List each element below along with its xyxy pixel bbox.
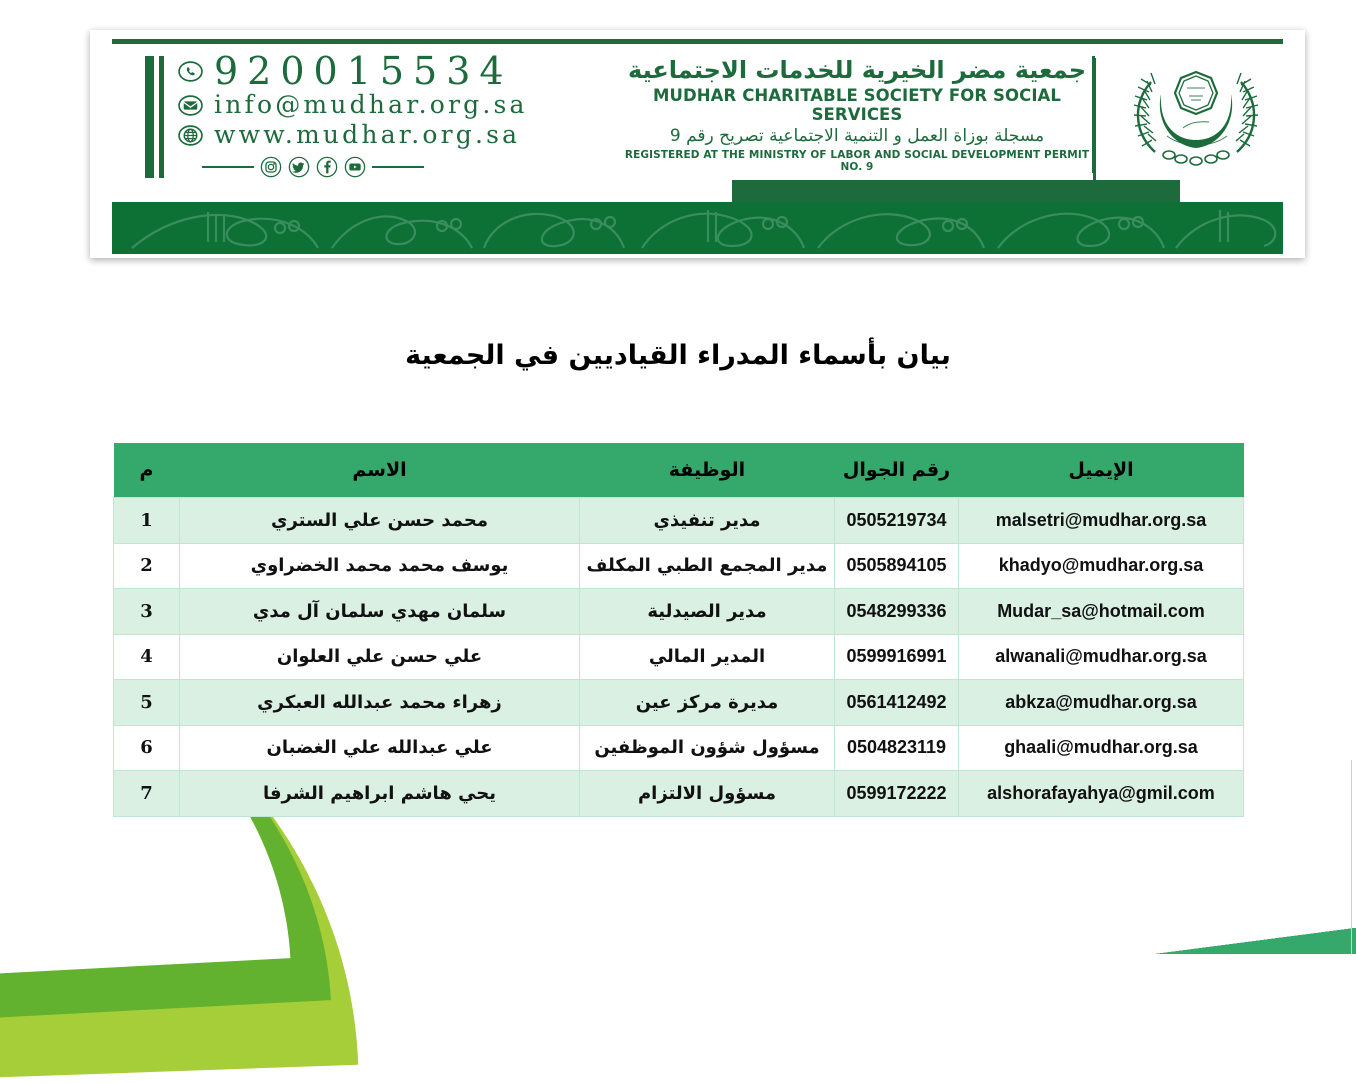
cell-email: ghaali@mudhar.org.sa	[959, 725, 1244, 771]
cell-name: محمد حسن علي الستري	[180, 498, 580, 544]
social-links-row	[202, 156, 528, 178]
cell-email: khadyo@mudhar.org.sa	[959, 543, 1244, 589]
youtube-icon[interactable]	[344, 156, 366, 178]
cell-role: مسؤول شؤون الموظفين	[580, 725, 835, 771]
calligraphy-band	[112, 202, 1283, 254]
website-address: www.mudhar.org.sa	[214, 119, 521, 149]
email-address: info@mudhar.org.sa	[214, 90, 528, 119]
column-header-role: الوظيفة	[580, 443, 835, 498]
cell-number: 4	[114, 634, 180, 680]
cell-name: علي حسن علي العلوان	[180, 634, 580, 680]
table-header-row	[114, 443, 1244, 498]
cell-role: المدير المالي	[580, 634, 835, 680]
cell-phone: 0504823119	[835, 725, 959, 771]
cell-number: 3	[114, 589, 180, 635]
cell-name: يوسف محمد محمد الخضراوي	[180, 543, 580, 589]
organization-identity	[622, 56, 1095, 173]
cell-email: Mudar_sa@hotmail.com	[959, 589, 1244, 635]
cell-role: مدير الصيدلية	[580, 589, 835, 635]
social-rule-right	[372, 166, 424, 168]
org-name-arabic: جمعية مضر الخيرية للخدمات الاجتماعية	[628, 56, 1086, 84]
cell-name: زهراء محمد عبدالله العبكري	[180, 680, 580, 726]
phone-icon	[178, 59, 203, 84]
cell-phone: 0505219734	[835, 498, 959, 544]
table-row	[114, 543, 1244, 589]
column-header-phone: رقم الجوال	[835, 443, 959, 498]
contact-block	[145, 49, 528, 178]
cell-name: يحي هاشم ابراهيم الشرفا	[180, 771, 580, 817]
cell-email: alwanali@mudhar.org.sa	[959, 634, 1244, 680]
org-name-english: MUDHAR CHARITABLE SOCIETY FOR SOCIAL SERVICES	[652, 85, 1062, 124]
envelope-icon	[178, 93, 203, 118]
registration-arabic: مسجلة بوزاة العمل و التنمية الاجتماعية تصريح رقم 9	[669, 125, 1045, 146]
table-row	[114, 771, 1244, 817]
cell-role: مسؤول الالتزام	[580, 771, 835, 817]
cell-number: 7	[114, 771, 180, 817]
table-row	[114, 725, 1244, 771]
cell-role: مدير تنفيذي	[580, 498, 835, 544]
cell-phone: 0505894105	[835, 543, 959, 589]
table-row	[114, 589, 1244, 635]
column-header-name: الاسم	[180, 443, 580, 498]
table-row	[114, 498, 1244, 544]
twitter-icon[interactable]	[288, 156, 310, 178]
letterhead-vertical-bars	[145, 56, 164, 178]
facebook-icon[interactable]	[316, 156, 338, 178]
cell-number: 6	[114, 725, 180, 771]
instagram-icon[interactable]	[260, 156, 282, 178]
phone-line	[178, 49, 528, 93]
cell-name: سلمان مهدي سلمان آل مدي	[180, 589, 580, 635]
globe-icon	[178, 123, 203, 148]
table-row	[114, 634, 1244, 680]
email-line	[178, 91, 528, 120]
right-edge-rule	[1351, 760, 1352, 954]
bottom-right-green-wedge	[1156, 928, 1356, 954]
cell-phone: 0599916991	[835, 634, 959, 680]
mudhar-society-logo	[1121, 52, 1271, 182]
cell-number: 5	[114, 680, 180, 726]
cell-phone: 0599172222	[835, 771, 959, 817]
registration-english: REGISTERED AT THE MINISTRY OF LABOR AND SOCIAL DEVELOPMENT PERMIT NO. 9	[624, 149, 1090, 174]
cell-email: alshorafayahya@gmil.com	[959, 771, 1244, 817]
vertical-bar-thin	[159, 56, 164, 178]
phone-number: 920015534	[214, 49, 513, 93]
page-title: بيان بأسماء المدراء القياديين في الجمعية	[405, 340, 951, 371]
cell-number: 2	[114, 543, 180, 589]
leadership-directory-table	[113, 443, 1243, 817]
cell-name: علي عبدالله علي الغضبان	[180, 725, 580, 771]
vertical-bar-thick	[145, 56, 154, 178]
website-line	[178, 121, 528, 150]
cell-email: abkza@mudhar.org.sa	[959, 680, 1244, 726]
identity-divider	[1093, 58, 1096, 184]
cell-email: malsetri@mudhar.org.sa	[959, 498, 1244, 544]
cell-phone: 0548299336	[835, 589, 959, 635]
social-rule-left	[202, 166, 254, 168]
cell-phone: 0561412492	[835, 680, 959, 726]
cell-role: مديرة مركز عين	[580, 680, 835, 726]
column-header-number: م	[114, 443, 180, 498]
table-row	[114, 680, 1244, 726]
column-header-email: الإيميل	[959, 443, 1244, 498]
letterhead	[90, 30, 1305, 258]
cell-role: مدير المجمع الطبي المكلف	[580, 543, 835, 589]
cell-number: 1	[114, 498, 180, 544]
